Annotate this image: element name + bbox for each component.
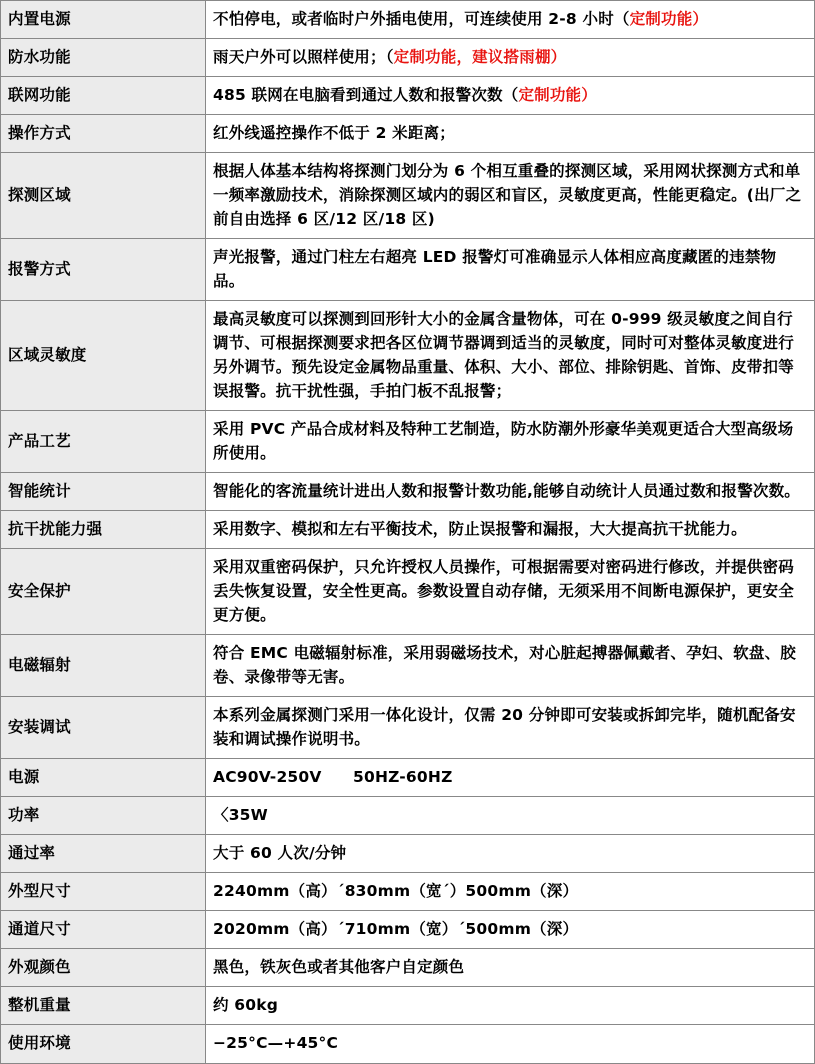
row-label-text: 区域灵敏度 <box>8 346 87 365</box>
row-value <box>206 797 815 835</box>
row-value-text: 雨天户外可以照样使用；（ <box>213 48 394 67</box>
table-row <box>1 759 815 797</box>
row-value-text: 〈35W <box>213 806 268 825</box>
row-label <box>1 797 206 835</box>
row-value-text: 485 联网在电脑看到通过人数和报警次数（ <box>213 86 519 105</box>
row-value-text: 黑色，铁灰色或者其他客户自定颜色 <box>213 958 465 977</box>
row-value-text: 约 60kg <box>213 996 279 1015</box>
row-value-text: 采用数字、模拟和左右平衡技术，防止误报警和漏报，大大提高抗干扰能力。 <box>213 520 747 539</box>
row-label <box>1 39 206 77</box>
row-label-text: 电磁辐射 <box>8 656 71 675</box>
row-value <box>206 835 815 873</box>
row-label <box>1 511 206 549</box>
row-label <box>1 549 206 635</box>
row-label <box>1 635 206 697</box>
row-value-text: 根据人体基本结构将探测门划分为 6 个相互重叠的探测区域，采用网状探测方式和单一频率激励技术，消除探测区域内的弱区和盲区，灵敏度更高，性能更稳定。(出厂之前自由选择 6 区/12 区/18 区) <box>213 162 802 229</box>
row-label <box>1 873 206 911</box>
row-value-text: 声光报警，通过门柱左右超亮 LED 报警灯可准确显示人体相应高度藏匿的违禁物品。 <box>213 248 777 291</box>
row-label-text: 使用环境 <box>8 1034 71 1053</box>
row-label-text: 功率 <box>8 806 40 825</box>
row-value <box>206 301 815 411</box>
table-row <box>1 697 815 759</box>
row-label-text: 联网功能 <box>8 86 71 105</box>
table-row <box>1 511 815 549</box>
row-value <box>206 153 815 239</box>
table-body <box>1 1 815 1064</box>
row-label-text: 整机重量 <box>8 996 71 1015</box>
table-row <box>1 635 815 697</box>
row-value <box>206 873 815 911</box>
row-value-text: 2240mm（高）´830mm（宽´）500mm（深） <box>213 882 579 901</box>
row-value <box>206 39 815 77</box>
table-row <box>1 1 815 39</box>
row-value <box>206 697 815 759</box>
row-value-accent: 定制功能，建议搭雨棚） <box>393 48 567 67</box>
row-value <box>206 115 815 153</box>
row-value <box>206 411 815 473</box>
row-label <box>1 153 206 239</box>
row-label <box>1 835 206 873</box>
table-row <box>1 873 815 911</box>
row-label-text: 外观颜色 <box>8 958 71 977</box>
table-row <box>1 115 815 153</box>
table-row <box>1 949 815 987</box>
row-label <box>1 697 206 759</box>
row-label-text: 产品工艺 <box>8 432 71 451</box>
row-value <box>206 635 815 697</box>
row-value <box>206 549 815 635</box>
row-label <box>1 411 206 473</box>
table-row <box>1 1025 815 1063</box>
row-label-text: 智能统计 <box>8 482 71 501</box>
row-value-accent: 定制功能） <box>629 10 709 28</box>
row-value-text: 2020mm（高）´710mm（宽）´500mm（深） <box>213 920 579 939</box>
table-row <box>1 301 815 411</box>
row-value-text: 采用双重密码保护，只允许授权人员操作，可根据需要对密码进行修改，并提供密码丢失恢复设置，安全性更高。参数设置自动存储，无须采用不间断电源保护，更安全更方便。 <box>213 558 794 625</box>
table-row <box>1 987 815 1025</box>
table-row <box>1 239 815 301</box>
row-label-text: 防水功能 <box>8 48 71 67</box>
row-label <box>1 1025 206 1063</box>
row-value <box>206 987 815 1025</box>
table-row <box>1 39 815 77</box>
row-value-text: 不怕停电，或者临时户外插电使用，可连续使用 2-8 小时（ <box>213 10 630 28</box>
row-label-text: 安全保护 <box>8 582 71 601</box>
row-label-text: 通过率 <box>8 844 56 863</box>
row-label <box>1 987 206 1025</box>
row-value <box>206 511 815 549</box>
table-row <box>1 473 815 511</box>
row-label <box>1 949 206 987</box>
row-label-text: 安装调试 <box>8 718 71 737</box>
row-value-text: 符合 EMC 电磁辐射标准，采用弱磁场技术，对心脏起搏器佩戴者、孕妇、软盘、胶卷、录像带等无害。 <box>213 644 796 687</box>
row-value <box>206 759 815 797</box>
row-value-text: 采用 PVC 产品合成材料及特种工艺制造，防水防潮外形豪华美观更适合大型高级场所使用。 <box>213 420 794 463</box>
row-value <box>206 77 815 115</box>
row-label-text: 通道尺寸 <box>8 920 71 939</box>
row-label <box>1 911 206 949</box>
table-row <box>1 835 815 873</box>
row-value-accent: 定制功能） <box>518 86 597 105</box>
table-row <box>1 77 815 115</box>
row-value-text: AC90V-250V 50HZ-60HZ <box>213 768 453 787</box>
row-value <box>206 911 815 949</box>
row-label-text: 抗干扰能力强 <box>8 520 103 539</box>
row-value-text: 大于 60 人次/分钟 <box>213 844 347 863</box>
row-value-text: 本系列金属探测门采用一体化设计，仅需 20 分钟即可安装或拆卸完毕，随机配备安装和调试操作说明书。 <box>213 706 796 749</box>
row-label-text: 探测区域 <box>8 186 71 205</box>
row-value <box>206 473 815 511</box>
row-label-text: 报警方式 <box>8 260 71 279</box>
row-label-text: 操作方式 <box>8 124 71 143</box>
row-label <box>1 115 206 153</box>
row-value <box>206 949 815 987</box>
row-value <box>206 1025 815 1063</box>
row-value-text: 红外线遥控操作不低于 2 米距离； <box>213 124 455 143</box>
row-value <box>206 1 815 39</box>
row-value <box>206 239 815 301</box>
row-label <box>1 239 206 301</box>
row-label-text: 外型尺寸 <box>8 882 71 901</box>
table-row <box>1 549 815 635</box>
row-label <box>1 759 206 797</box>
table-row <box>1 411 815 473</box>
row-label-text: 内置电源 <box>8 10 71 28</box>
row-value-text: 智能化的客流量统计进出人数和报警计数功能,能够自动统计人员通过数和报警次数。 <box>213 482 800 501</box>
row-label <box>1 473 206 511</box>
table-row <box>1 153 815 239</box>
row-label <box>1 77 206 115</box>
row-label <box>1 1 206 39</box>
row-label <box>1 301 206 411</box>
table-row <box>1 797 815 835</box>
table-row <box>1 911 815 949</box>
row-value-text: −25°C—+45°C <box>213 1034 339 1053</box>
row-label-text: 电源 <box>8 768 40 787</box>
row-value-text: 最高灵敏度可以探测到回形针大小的金属含量物体，可在 0-999 级灵敏度之间自行调节、可根据探测要求把各区位调节器调到适当的灵敏度，同时可对整体灵敏度进行另外调节。预先设定金属物品重量、体积、大小、部位、排除钥匙、首饰、皮带扣等误报警。抗干扰性强，手拍门板不乱报警； <box>213 310 794 401</box>
